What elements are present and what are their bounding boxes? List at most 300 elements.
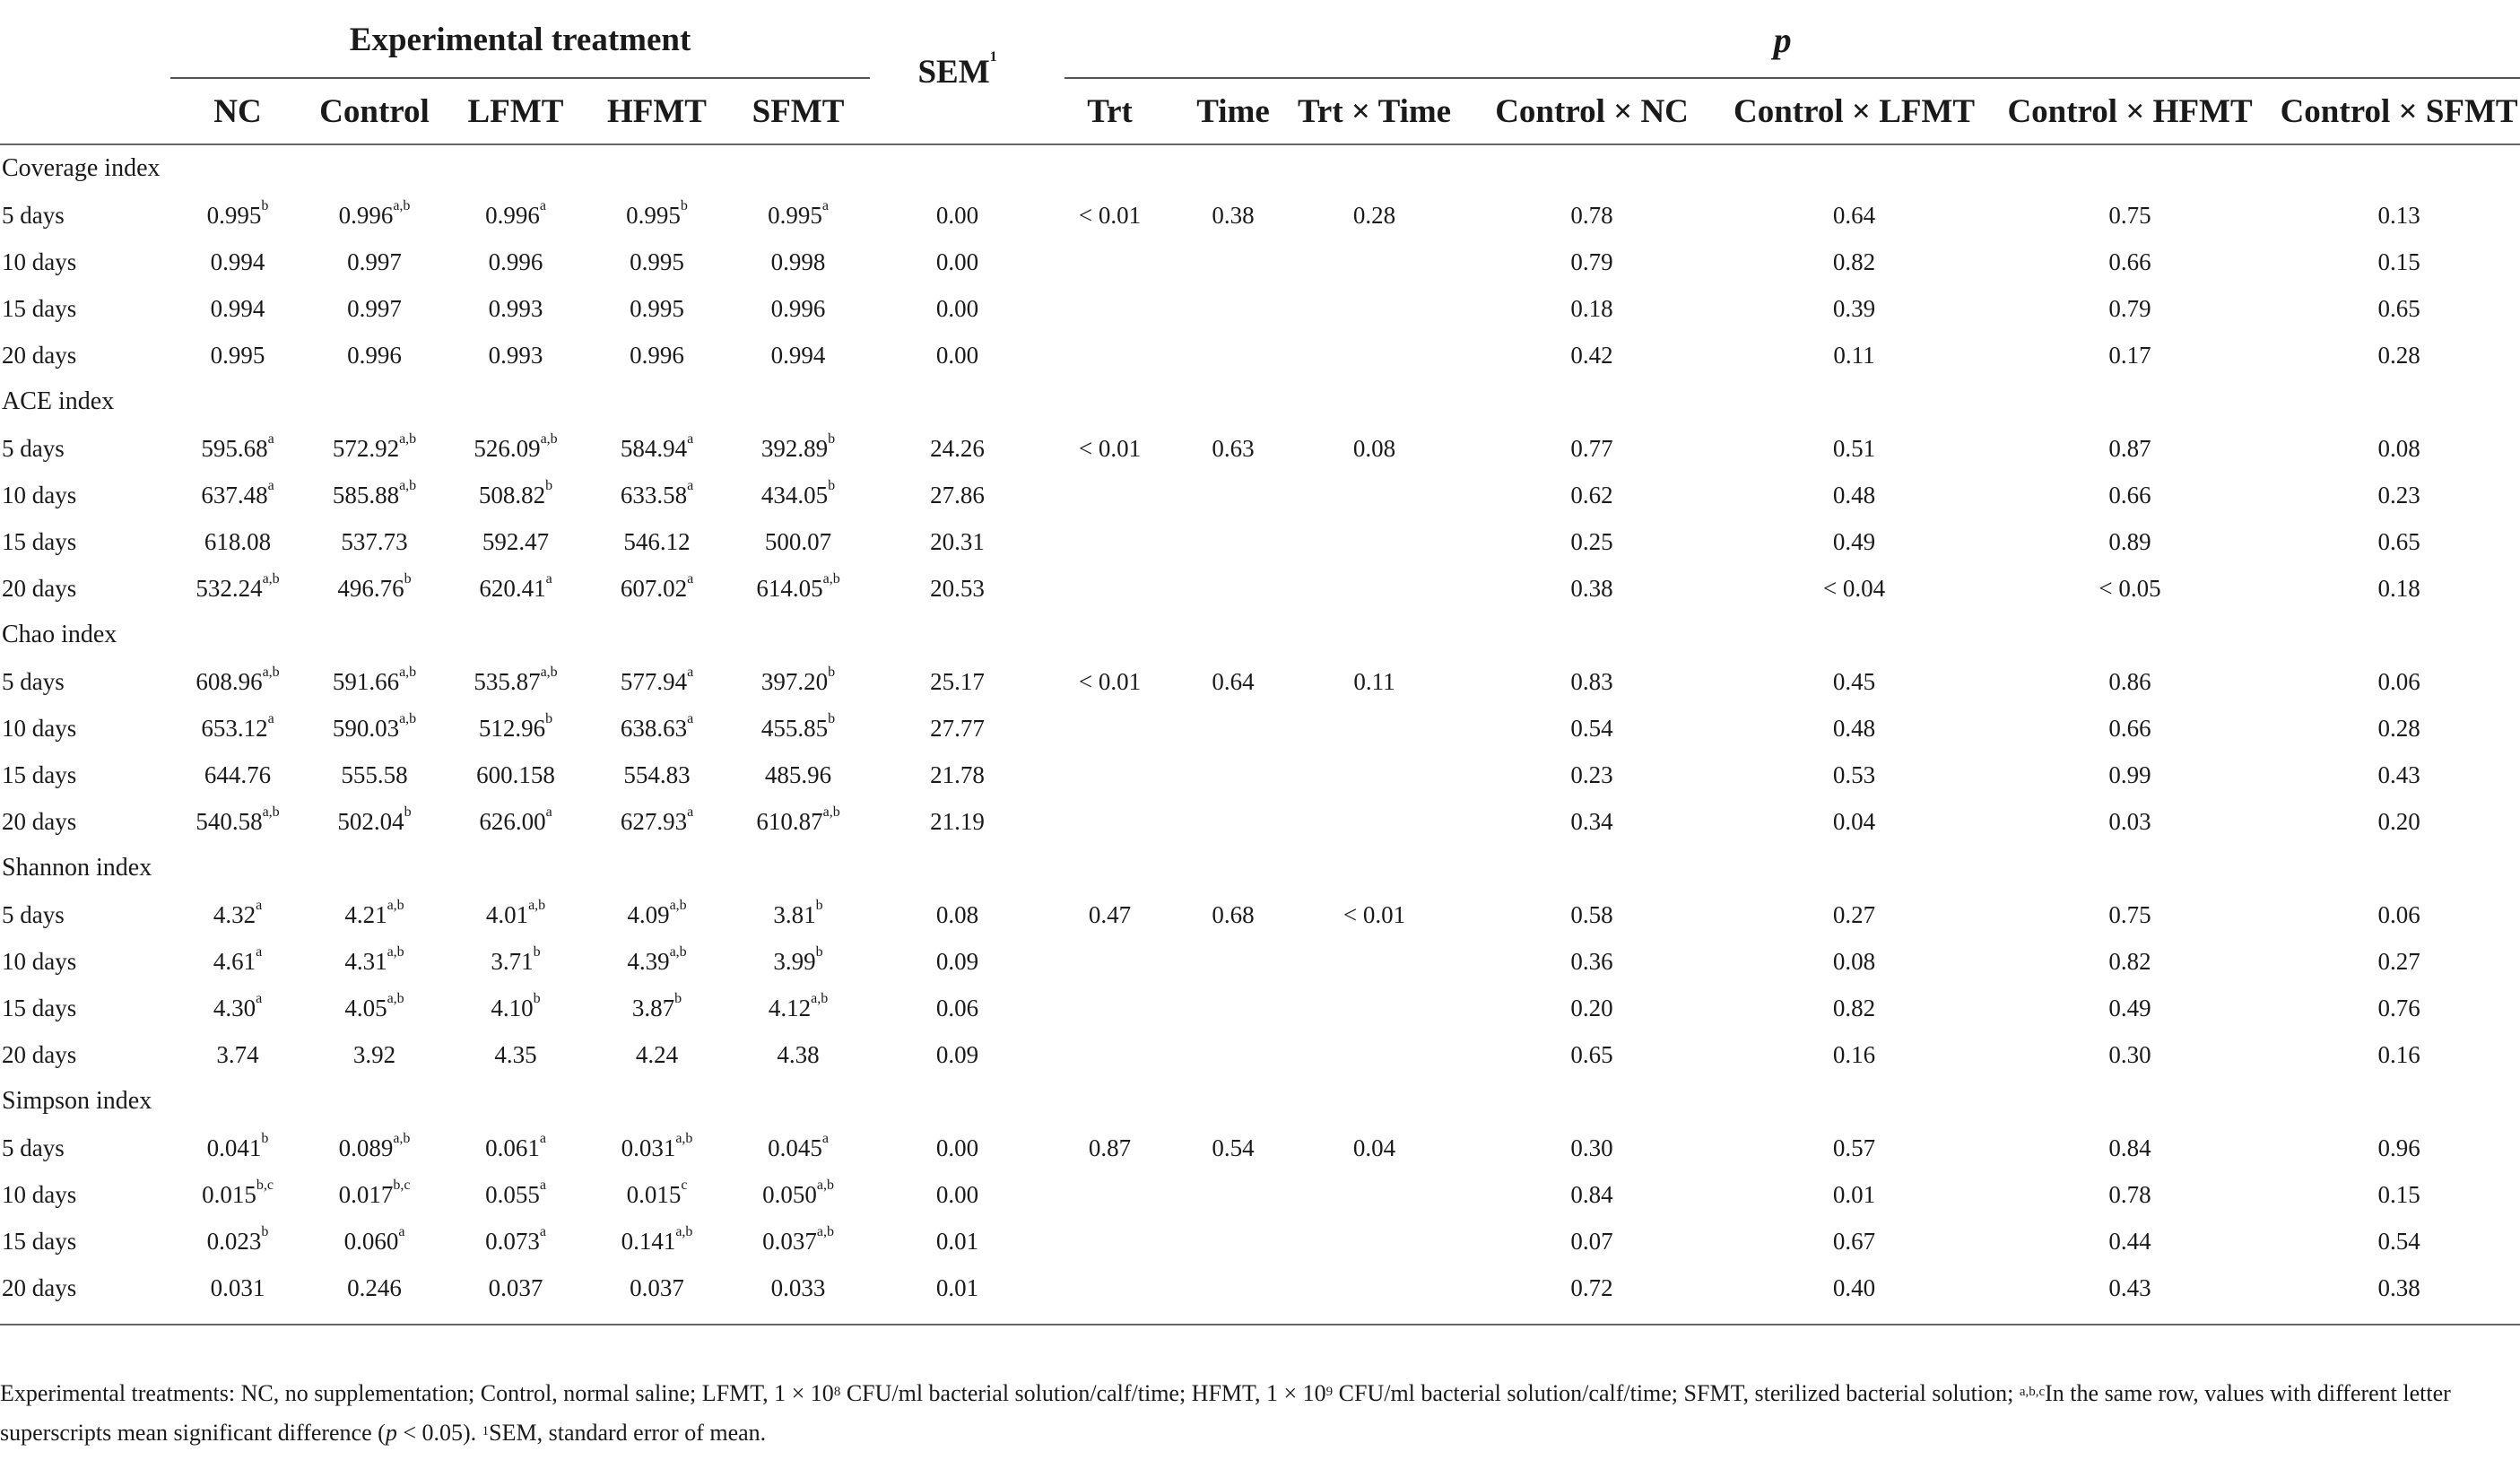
- cell-hfmt-superscript: a: [687, 430, 694, 447]
- cell-control: [305, 192, 444, 239]
- cell-hfmt: [587, 518, 726, 565]
- cell-control-hfmt: 0.75: [2108, 900, 2151, 928]
- cell-sfmt-value: 610.87: [756, 807, 823, 835]
- cell-control-nc: 0.62: [1570, 481, 1613, 508]
- cell-nc-superscript: b: [261, 1223, 269, 1239]
- cell-hfmt-value: 607.02: [620, 574, 688, 602]
- cell-sfmt: [726, 1264, 870, 1311]
- cell-lfmt: [444, 425, 587, 472]
- cell-lfmt-value: 535.87: [474, 667, 541, 695]
- footnote-text-4: In the same row, values with different letter superscripts mean significant difference (: [0, 1380, 2451, 1446]
- cell-sem: 0.01: [935, 1273, 979, 1301]
- cell-hfmt-superscript: a,b: [669, 897, 687, 913]
- cell-control-value: 572.92: [332, 434, 400, 462]
- cell-control: [305, 1171, 444, 1218]
- cell-control-hfmt: 0.66: [2108, 481, 2151, 508]
- cell-lfmt-superscript: a,b: [528, 897, 546, 913]
- cell-control-sfmt: 0.28: [2377, 341, 2420, 369]
- cell-control-sfmt: 0.06: [2377, 667, 2420, 695]
- cell-lfmt-value: 600.158: [476, 760, 555, 788]
- cell-nc-value: 653.12: [201, 714, 268, 742]
- cell-trt: [1045, 518, 1175, 565]
- cell-nc: [170, 472, 305, 518]
- cell-control-hfmt: 0.43: [2108, 1273, 2151, 1301]
- cell-sfmt: [726, 705, 870, 752]
- cell-sfmt: [726, 192, 870, 239]
- cell-trt-time: [1291, 239, 1457, 285]
- cell-control-superscript: a,b: [393, 197, 411, 213]
- section-title: ACE index: [2, 387, 115, 415]
- cell-control-nc: 0.78: [1570, 201, 1613, 229]
- cell-nc-value: 0.994: [210, 294, 265, 322]
- cell-sfmt-superscript: a,b: [822, 804, 840, 820]
- cell-trt-time: [1291, 1264, 1457, 1311]
- cell-control-superscript: b: [404, 570, 412, 587]
- cell-control-superscript: a,b: [393, 1130, 411, 1146]
- cell-lfmt: [444, 798, 587, 845]
- row-label: 10 days: [2, 947, 77, 975]
- cell-trt: [1045, 1264, 1175, 1311]
- footnote-p-italic: p: [385, 1420, 397, 1446]
- cell-control-lfmt: 0.45: [1832, 667, 1876, 695]
- cell-trt-time: [1291, 705, 1457, 752]
- cell-time: [1175, 285, 1291, 332]
- cell-lfmt: [444, 938, 587, 985]
- col-header-trt: Trt: [1045, 79, 1175, 144]
- cell-control-value: 502.04: [337, 807, 404, 835]
- cell-sem: 0.00: [935, 201, 979, 229]
- cell-sfmt-superscript: b: [828, 477, 836, 493]
- cell-hfmt: [587, 705, 726, 752]
- cell-sem: 21.78: [930, 760, 985, 788]
- cell-sfmt-superscript: a,b: [816, 1223, 834, 1239]
- header-row-groups: [0, 0, 2520, 79]
- row-label: 15 days: [2, 994, 77, 1021]
- table-bottom-rule: [0, 1311, 2520, 1325]
- cell-control: [305, 891, 444, 938]
- cell-control-value: 590.03: [332, 714, 400, 742]
- cell-nc: [170, 985, 305, 1031]
- cell-sem: 21.19: [930, 807, 985, 835]
- cell-time: [1175, 332, 1291, 378]
- cell-hfmt: [587, 891, 726, 938]
- row-label: 5 days: [2, 900, 65, 928]
- cell-control-lfmt: 0.82: [1832, 248, 1876, 275]
- cell-nc: [170, 518, 305, 565]
- row-label: 20 days: [2, 1040, 77, 1068]
- cell-nc-value: 4.61: [213, 947, 256, 975]
- table-row: [0, 985, 2520, 1031]
- cell-control-superscript: a,b: [387, 943, 404, 960]
- cell-hfmt-superscript: a: [687, 804, 694, 820]
- row-label: 20 days: [2, 807, 77, 835]
- cell-control-lfmt: 0.48: [1832, 481, 1876, 508]
- cell-control-value: 0.997: [347, 248, 402, 275]
- cell-control-sfmt: 0.65: [2377, 294, 2420, 322]
- cell-lfmt-superscript: a: [539, 197, 546, 213]
- cell-lfmt: [444, 332, 587, 378]
- col-header-control-sfmt: Control × SFMT: [2278, 79, 2520, 144]
- row-label: 10 days: [2, 481, 77, 508]
- cell-sfmt-superscript: b: [828, 710, 836, 726]
- cell-nc: [170, 192, 305, 239]
- cell-nc-value: 0.031: [210, 1273, 265, 1301]
- table-row: [0, 518, 2520, 565]
- cell-control: [305, 565, 444, 612]
- cell-nc-superscript: b: [261, 1130, 269, 1146]
- cell-control-lfmt: 0.39: [1832, 294, 1876, 322]
- cell-nc-value: 540.58: [196, 807, 263, 835]
- cell-control: [305, 658, 444, 705]
- cell-control-hfmt: 0.82: [2108, 947, 2151, 975]
- cell-hfmt-superscript: c: [681, 1177, 688, 1193]
- col-header-control-lfmt: Control × LFMT: [1726, 79, 1982, 144]
- cell-hfmt-value: 0.995: [630, 248, 684, 275]
- cell-sem: 25.17: [930, 667, 985, 695]
- cell-control-sfmt: 0.06: [2377, 900, 2420, 928]
- cell-time: [1175, 1171, 1291, 1218]
- cell-sfmt-superscript: a: [821, 1130, 829, 1146]
- row-label: 10 days: [2, 1180, 77, 1208]
- cell-sfmt-value: 397.20: [760, 667, 829, 695]
- cell-sfmt: [726, 1031, 870, 1078]
- cell-hfmt-superscript: a: [687, 664, 694, 680]
- cell-sfmt-value: 434.05: [760, 481, 829, 508]
- cell-nc-value: 637.48: [201, 481, 268, 508]
- cell-lfmt-superscript: a,b: [540, 664, 558, 680]
- cell-control-nc: 0.72: [1570, 1273, 1613, 1301]
- cell-control-lfmt: 0.27: [1832, 900, 1876, 928]
- cell-control-nc: 0.20: [1570, 994, 1613, 1021]
- row-label: 5 days: [2, 667, 65, 695]
- cell-hfmt-value: 584.94: [620, 434, 688, 462]
- cell-nc: [170, 1264, 305, 1311]
- cell-lfmt: [444, 239, 587, 285]
- cell-lfmt-value: 626.00: [479, 807, 546, 835]
- cell-lfmt-value: 592.47: [482, 527, 550, 555]
- cell-sfmt-value: 455.85: [760, 714, 829, 742]
- cell-hfmt-value: 0.031: [621, 1134, 676, 1161]
- cell-control-superscript: a,b: [387, 990, 404, 1006]
- header-sem: [870, 0, 1045, 144]
- cell-sem: 0.09: [935, 947, 979, 975]
- cell-hfmt-value: 4.39: [627, 947, 670, 975]
- cell-control-nc: 0.79: [1570, 248, 1613, 275]
- cell-sfmt-value: 0.998: [770, 248, 826, 275]
- cell-control-value: 3.92: [352, 1040, 396, 1068]
- cell-trt: 0.87: [1088, 1134, 1132, 1161]
- cell-hfmt-value: 554.83: [623, 760, 691, 788]
- cell-sfmt-value: 0.996: [770, 294, 826, 322]
- cell-control-lfmt: 0.16: [1832, 1040, 1876, 1068]
- table-row: [0, 192, 2520, 239]
- experimental-group-title: Experimental treatment: [349, 21, 691, 58]
- cell-lfmt-value: 4.01: [485, 900, 529, 928]
- cell-lfmt: [444, 1171, 587, 1218]
- cell-hfmt: [587, 425, 726, 472]
- cell-nc: [170, 798, 305, 845]
- cell-trt: [1045, 472, 1175, 518]
- cell-control-hfmt: 0.66: [2108, 714, 2151, 742]
- cell-hfmt: [587, 985, 726, 1031]
- table-row: [0, 705, 2520, 752]
- cell-nc-superscript: b,c: [256, 1177, 274, 1193]
- cell-lfmt-value: 526.09: [474, 434, 541, 462]
- cell-lfmt-superscript: a: [545, 570, 552, 587]
- cell-control: [305, 1125, 444, 1171]
- cell-lfmt-superscript: a,b: [540, 430, 558, 447]
- cell-sem: 0.00: [935, 1134, 979, 1161]
- cell-control-hfmt: 0.03: [2108, 807, 2151, 835]
- cell-time: [1175, 472, 1291, 518]
- cell-hfmt-value: 633.58: [620, 481, 688, 508]
- cell-control-lfmt: 0.51: [1832, 434, 1876, 462]
- cell-control: [305, 1218, 444, 1264]
- cell-control-lfmt: 0.57: [1832, 1134, 1876, 1161]
- row-label: 15 days: [2, 760, 77, 788]
- cell-nc-superscript: a: [267, 710, 274, 726]
- cell-control-sfmt: 0.76: [2377, 994, 2420, 1021]
- cell-trt: [1045, 1171, 1175, 1218]
- p-group-rule: [1064, 77, 2520, 79]
- cell-control: [305, 985, 444, 1031]
- cell-hfmt-superscript: a: [687, 710, 694, 726]
- experimental-group-rule: [170, 77, 870, 79]
- cell-control-nc: 0.36: [1570, 947, 1613, 975]
- cell-lfmt: [444, 285, 587, 332]
- cell-trt-time: [1291, 985, 1457, 1031]
- sem-footnote-marker: 1: [989, 48, 997, 65]
- cell-sfmt-value: 614.05: [756, 574, 823, 602]
- cell-hfmt: [587, 1218, 726, 1264]
- cell-control-sfmt: 0.38: [2377, 1273, 2420, 1301]
- cell-trt: < 0.01: [1078, 434, 1142, 462]
- footnote-text-5: < 0.05).: [396, 1420, 482, 1446]
- cell-lfmt-superscript: a: [539, 1130, 546, 1146]
- cell-trt-time: 0.11: [1353, 667, 1395, 695]
- cell-sem: 20.53: [930, 574, 985, 602]
- cell-lfmt-superscript: b: [533, 990, 541, 1006]
- cell-trt: < 0.01: [1078, 667, 1142, 695]
- cell-lfmt-superscript: a: [539, 1223, 546, 1239]
- cell-control-lfmt: 0.48: [1832, 714, 1876, 742]
- p-group-title: p: [1773, 19, 1792, 60]
- table-row: [0, 658, 2520, 705]
- cell-trt: [1045, 985, 1175, 1031]
- cell-nc-value: 4.32: [213, 900, 256, 928]
- cell-nc-superscript: a,b: [262, 804, 280, 820]
- cell-control-sfmt: 0.43: [2377, 760, 2420, 788]
- cell-sfmt-superscript: a,b: [816, 1177, 834, 1193]
- cell-control-nc: 0.84: [1570, 1180, 1613, 1208]
- cell-control-value: 555.58: [341, 760, 408, 788]
- table-row: [0, 1218, 2520, 1264]
- cell-trt: [1045, 565, 1175, 612]
- cell-trt: [1045, 285, 1175, 332]
- cell-nc-superscript: a,b: [262, 664, 280, 680]
- cell-control-hfmt: 0.86: [2108, 667, 2151, 695]
- cell-lfmt: [444, 985, 587, 1031]
- cell-control-lfmt: 0.53: [1832, 760, 1876, 788]
- cell-trt: [1045, 705, 1175, 752]
- cell-lfmt-value: 0.996: [485, 201, 540, 229]
- cell-time: [1175, 1264, 1291, 1311]
- cell-control-value: 4.21: [344, 900, 387, 928]
- cell-nc-value: 0.041: [206, 1134, 262, 1161]
- cell-control-value: 585.88: [332, 481, 400, 508]
- cell-sem: 0.00: [935, 1180, 979, 1208]
- cell-nc-value: 0.995: [210, 341, 265, 369]
- cell-sem: 0.00: [935, 341, 979, 369]
- cell-sfmt: [726, 1125, 870, 1171]
- cell-trt-time: [1291, 565, 1457, 612]
- cell-hfmt: [587, 658, 726, 705]
- cell-sfmt: [726, 1171, 870, 1218]
- cell-trt-time: 0.08: [1352, 434, 1396, 462]
- cell-nc-superscript: a: [256, 943, 263, 960]
- cell-control-sfmt: 0.28: [2377, 714, 2420, 742]
- cell-control: [305, 285, 444, 332]
- cell-nc: [170, 425, 305, 472]
- cell-nc-value: 3.74: [216, 1040, 259, 1068]
- cell-control-lfmt: < 0.04: [1822, 574, 1886, 602]
- section-title: Chao index: [2, 621, 117, 648]
- cell-time: [1175, 518, 1291, 565]
- cell-sem: 24.26: [930, 434, 985, 462]
- cell-sfmt-value: 0.050: [762, 1180, 817, 1208]
- cell-trt-time: 0.28: [1352, 201, 1396, 229]
- cell-sfmt-value: 0.037: [762, 1227, 817, 1255]
- cell-control-lfmt: 0.64: [1832, 201, 1876, 229]
- cell-nc: [170, 565, 305, 612]
- cell-sfmt: [726, 938, 870, 985]
- cell-trt-time: < 0.01: [1343, 900, 1406, 928]
- cell-sfmt-value: 392.89: [760, 434, 829, 462]
- cell-hfmt: [587, 752, 726, 798]
- cell-trt: < 0.01: [1078, 201, 1142, 229]
- cell-trt-time: 0.04: [1352, 1134, 1396, 1161]
- cell-control-value: 4.05: [344, 994, 387, 1021]
- cell-lfmt: [444, 565, 587, 612]
- cell-nc: [170, 239, 305, 285]
- cell-control-superscript: a,b: [399, 477, 417, 493]
- cell-lfmt: [444, 752, 587, 798]
- section-title: Coverage index: [2, 154, 161, 182]
- cell-control-nc: 0.42: [1570, 341, 1613, 369]
- footnote-sup-abc: a,b,c: [2019, 1385, 2046, 1399]
- cell-hfmt-value: 577.94: [620, 667, 688, 695]
- cell-hfmt-superscript: a: [687, 570, 694, 587]
- cell-control-nc: 0.07: [1570, 1227, 1613, 1255]
- cell-nc-value: 0.995: [206, 201, 262, 229]
- cell-lfmt-value: 0.055: [485, 1180, 540, 1208]
- cell-nc: [170, 938, 305, 985]
- cell-control-lfmt: 0.01: [1832, 1180, 1876, 1208]
- col-header-hfmt: HFMT: [587, 79, 726, 144]
- cell-control: [305, 472, 444, 518]
- cell-nc-value: 618.08: [204, 527, 272, 555]
- cell-hfmt-value: 0.995: [626, 201, 681, 229]
- cell-trt: [1045, 798, 1175, 845]
- cell-nc: [170, 1218, 305, 1264]
- cell-lfmt-value: 0.037: [488, 1273, 543, 1301]
- cell-sem: 27.86: [930, 481, 985, 508]
- table-row: [0, 239, 2520, 285]
- cell-control-hfmt: 0.30: [2108, 1040, 2151, 1068]
- cell-hfmt-value: 627.93: [620, 807, 688, 835]
- cell-sem: 27.77: [930, 714, 985, 742]
- cell-control-superscript: a: [398, 1223, 405, 1239]
- cell-lfmt: [444, 658, 587, 705]
- cell-sfmt: [726, 518, 870, 565]
- cell-time: [1175, 1218, 1291, 1264]
- row-label: 20 days: [2, 341, 77, 369]
- cell-lfmt-value: 508.82: [478, 481, 546, 508]
- cell-nc-value: 0.994: [210, 248, 265, 275]
- cell-trt-time: [1291, 1171, 1457, 1218]
- cell-control-nc: 0.25: [1570, 527, 1613, 555]
- cell-sfmt-superscript: b: [828, 430, 836, 447]
- row-label: 5 days: [2, 201, 65, 229]
- row-label: 20 days: [2, 574, 77, 602]
- cell-control-sfmt: 0.54: [2377, 1227, 2420, 1255]
- cell-sfmt-value: 500.07: [764, 527, 832, 555]
- cell-nc-superscript: a,b: [262, 570, 280, 587]
- cell-time: [1175, 798, 1291, 845]
- cell-hfmt-superscript: b: [680, 197, 688, 213]
- cell-control-lfmt: 0.40: [1832, 1273, 1876, 1301]
- cell-control-sfmt: 0.96: [2377, 1134, 2420, 1161]
- cell-time: 0.38: [1212, 201, 1255, 229]
- cell-time: 0.54: [1212, 1134, 1255, 1161]
- cell-control-lfmt: 0.08: [1832, 947, 1876, 975]
- cell-control-hfmt: 0.44: [2108, 1227, 2151, 1255]
- cell-control-lfmt: 0.67: [1832, 1227, 1876, 1255]
- cell-control-nc: 0.18: [1570, 294, 1613, 322]
- col-header-control-nc: Control × NC: [1457, 79, 1726, 144]
- cell-control-value: 0.060: [343, 1227, 399, 1255]
- cell-trt: [1045, 938, 1175, 985]
- cell-hfmt-value: 0.141: [621, 1227, 676, 1255]
- cell-lfmt: [444, 518, 587, 565]
- cell-sfmt-superscript: b: [815, 897, 823, 913]
- cell-hfmt: [587, 1125, 726, 1171]
- cell-sem: 20.31: [930, 527, 985, 555]
- cell-control: [305, 798, 444, 845]
- cell-sfmt-value: 0.045: [768, 1134, 822, 1161]
- col-header-trt-time: Trt × Time: [1291, 79, 1457, 144]
- cell-sfmt-value: 485.96: [764, 760, 832, 788]
- cell-hfmt-value: 638.63: [620, 714, 688, 742]
- cell-control-hfmt: 0.78: [2108, 1180, 2151, 1208]
- cell-control-superscript: a,b: [387, 897, 404, 913]
- cell-trt: 0.47: [1088, 900, 1132, 928]
- cell-time: [1175, 985, 1291, 1031]
- cell-control-sfmt: 0.20: [2377, 807, 2420, 835]
- cell-control-hfmt: 0.49: [2108, 994, 2151, 1021]
- row-label: 15 days: [2, 527, 77, 555]
- cell-trt-time: [1291, 472, 1457, 518]
- row-label: 5 days: [2, 1134, 65, 1161]
- cell-hfmt: [587, 192, 726, 239]
- table-footnote: [0, 1374, 2520, 1453]
- cell-sfmt: [726, 239, 870, 285]
- cell-sfmt: [726, 472, 870, 518]
- cell-lfmt-superscript: b: [545, 477, 553, 493]
- cell-nc-superscript: b: [261, 197, 269, 213]
- cell-hfmt-superscript: a,b: [675, 1223, 693, 1239]
- cell-sfmt: [726, 891, 870, 938]
